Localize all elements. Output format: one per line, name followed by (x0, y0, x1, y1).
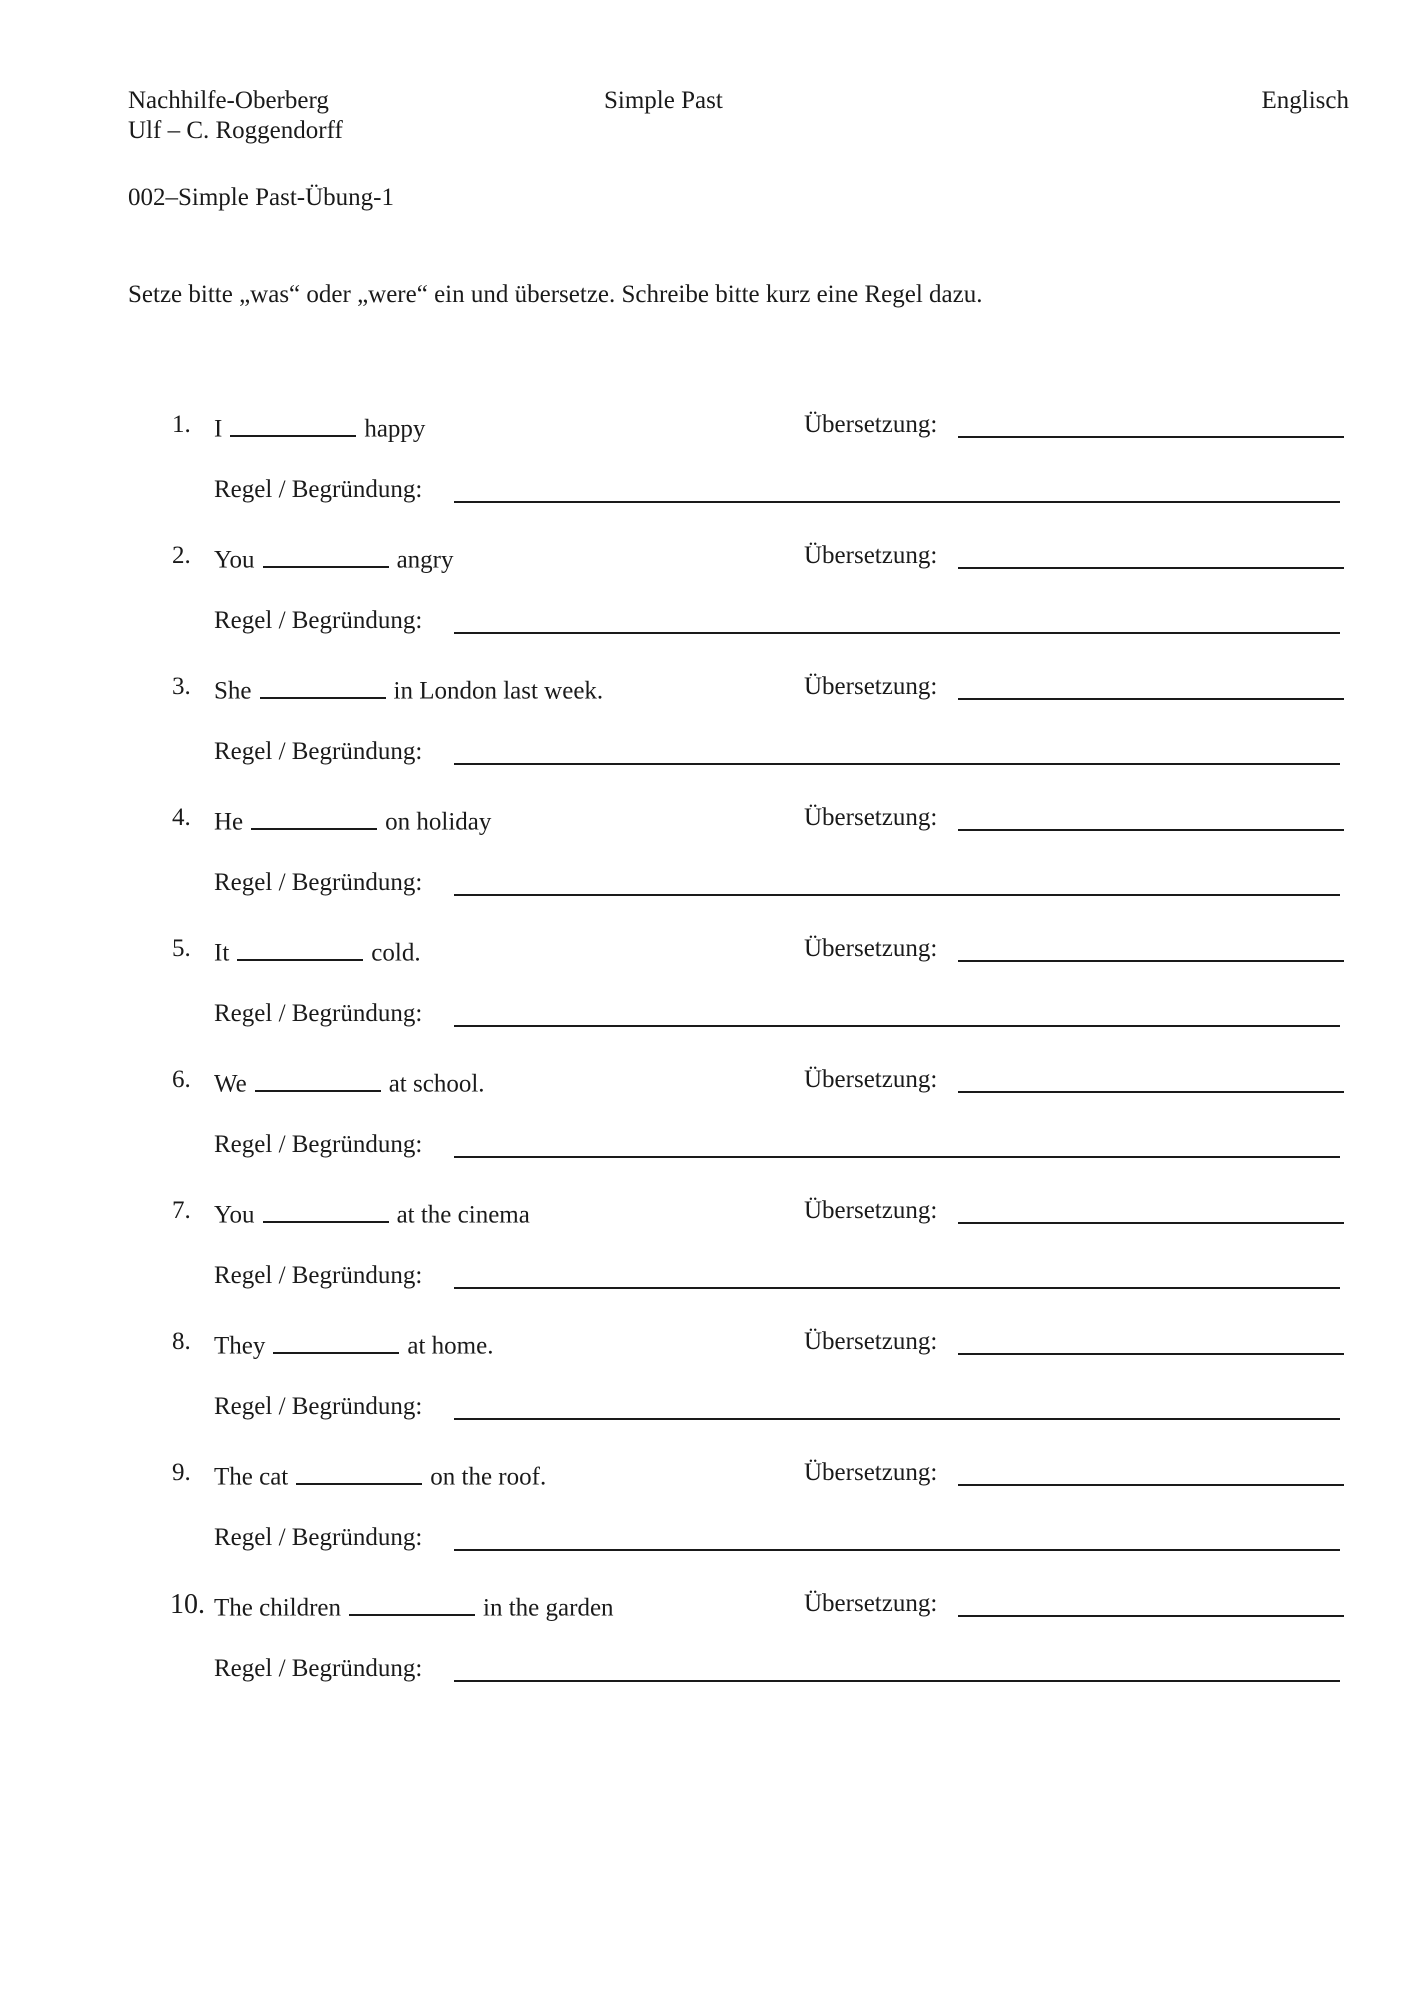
exercise-sentence (214, 1329, 493, 1359)
fill-in-blank[interactable] (273, 1329, 399, 1354)
fill-in-blank[interactable] (255, 1067, 381, 1092)
rule-label: Regel / Begründung: (214, 1131, 423, 1158)
sentence-start: He (214, 808, 244, 836)
exercise-sentence (214, 1460, 546, 1490)
sentence-start: It (214, 939, 230, 967)
rule-label: Regel / Begründung: (214, 1524, 423, 1551)
sentence-end: cold. (371, 939, 421, 967)
exercise-sentence (214, 1591, 614, 1621)
translation-label: Übersetzung: (804, 1328, 938, 1355)
translation-answer-line[interactable] (958, 1091, 1344, 1093)
item-number: 10. (170, 1589, 205, 1620)
rule-answer-line[interactable] (454, 1025, 1340, 1027)
sentence-end: at the cinema (396, 1201, 530, 1229)
translation-label: Übersetzung: (804, 1066, 938, 1093)
rule-answer-line[interactable] (454, 1287, 1340, 1289)
item-number: 9. (172, 1459, 191, 1486)
rule-label: Regel / Begründung: (214, 1655, 423, 1682)
sentence-end: in London last week. (393, 677, 604, 705)
item-number: 7. (172, 1197, 191, 1224)
fill-in-blank[interactable] (260, 674, 386, 699)
rule-answer-line[interactable] (454, 1549, 1340, 1551)
rule-answer-line[interactable] (454, 1680, 1340, 1682)
translation-answer-line[interactable] (958, 436, 1344, 438)
translation-label: Übersetzung: (804, 804, 938, 831)
item-number: 8. (172, 1328, 191, 1355)
rule-label: Regel / Begründung: (214, 607, 423, 634)
translation-label: Übersetzung: (804, 673, 938, 700)
fill-in-blank[interactable] (251, 805, 377, 830)
rule-label: Regel / Begründung: (214, 1000, 423, 1027)
item-number: 6. (172, 1066, 191, 1093)
translation-answer-line[interactable] (958, 1615, 1344, 1617)
fill-in-blank[interactable] (230, 412, 356, 437)
sentence-start: I (214, 415, 223, 443)
fill-in-blank[interactable] (263, 1198, 389, 1223)
rule-label: Regel / Begründung: (214, 869, 423, 896)
rule-answer-line[interactable] (454, 1418, 1340, 1420)
translation-answer-line[interactable] (958, 1353, 1344, 1355)
fill-in-blank[interactable] (296, 1460, 422, 1485)
exercise-sentence (214, 805, 491, 835)
sentence-end: at school. (388, 1070, 485, 1098)
exercise-sentence (214, 412, 425, 442)
exercise-sentence (214, 936, 421, 966)
exercise-sentence (214, 674, 603, 704)
sentence-start: They (214, 1332, 266, 1360)
translation-answer-line[interactable] (958, 1484, 1344, 1486)
translation-label: Übersetzung: (804, 1459, 938, 1486)
translation-label: Übersetzung: (804, 935, 938, 962)
sentence-start: We (214, 1070, 247, 1098)
item-number: 1. (172, 411, 191, 438)
rule-label: Regel / Begründung: (214, 738, 423, 765)
exercise-sentence (214, 1067, 485, 1097)
fill-in-blank[interactable] (237, 936, 363, 961)
fill-in-blank[interactable] (263, 543, 389, 568)
translation-answer-line[interactable] (958, 960, 1344, 962)
translation-label: Übersetzung: (804, 411, 938, 438)
sentence-start: You (214, 1201, 255, 1229)
rule-label: Regel / Begründung: (214, 1393, 423, 1420)
sentence-start: She (214, 677, 252, 705)
school-name: Nachhilfe-Oberberg (128, 87, 329, 114)
translation-label: Übersetzung: (804, 1197, 938, 1224)
sentence-end: happy (364, 415, 426, 443)
exercise-sentence (214, 543, 453, 573)
rule-answer-line[interactable] (454, 501, 1340, 503)
author-name: Ulf – C. Roggendorff (128, 117, 343, 144)
translation-answer-line[interactable] (958, 698, 1344, 700)
sentence-end: in the garden (483, 1594, 614, 1622)
translation-answer-line[interactable] (958, 567, 1344, 569)
rule-answer-line[interactable] (454, 632, 1340, 634)
rule-label: Regel / Begründung: (214, 1262, 423, 1289)
fill-in-blank[interactable] (349, 1591, 475, 1616)
rule-answer-line[interactable] (454, 763, 1340, 765)
exercise-sentence (214, 1198, 530, 1228)
translation-label: Übersetzung: (804, 1590, 938, 1617)
sentence-start: The children (214, 1594, 342, 1622)
translation-answer-line[interactable] (958, 1222, 1344, 1224)
rule-answer-line[interactable] (454, 894, 1340, 896)
document-id: 002–Simple Past-Übung-1 (128, 184, 394, 211)
sentence-start: The cat (214, 1463, 289, 1491)
sentence-end: at home. (407, 1332, 494, 1360)
item-number: 4. (172, 804, 191, 831)
sentence-end: on holiday (385, 808, 492, 836)
sentence-start: You (214, 546, 255, 574)
instructions: Setze bitte „was“ oder „were“ ein und übersetze. Schreibe bitte kurz eine Regel dazu. (128, 281, 983, 308)
item-number: 2. (172, 542, 191, 569)
rule-answer-line[interactable] (454, 1156, 1340, 1158)
topic-title: Simple Past (604, 87, 723, 114)
translation-label: Übersetzung: (804, 542, 938, 569)
item-number: 3. (172, 673, 191, 700)
sentence-end: angry (396, 546, 454, 574)
subject-label: Englisch (1261, 87, 1349, 114)
rule-label: Regel / Begründung: (214, 476, 423, 503)
item-number: 5. (172, 935, 191, 962)
sentence-end: on the roof. (430, 1463, 547, 1491)
translation-answer-line[interactable] (958, 829, 1344, 831)
